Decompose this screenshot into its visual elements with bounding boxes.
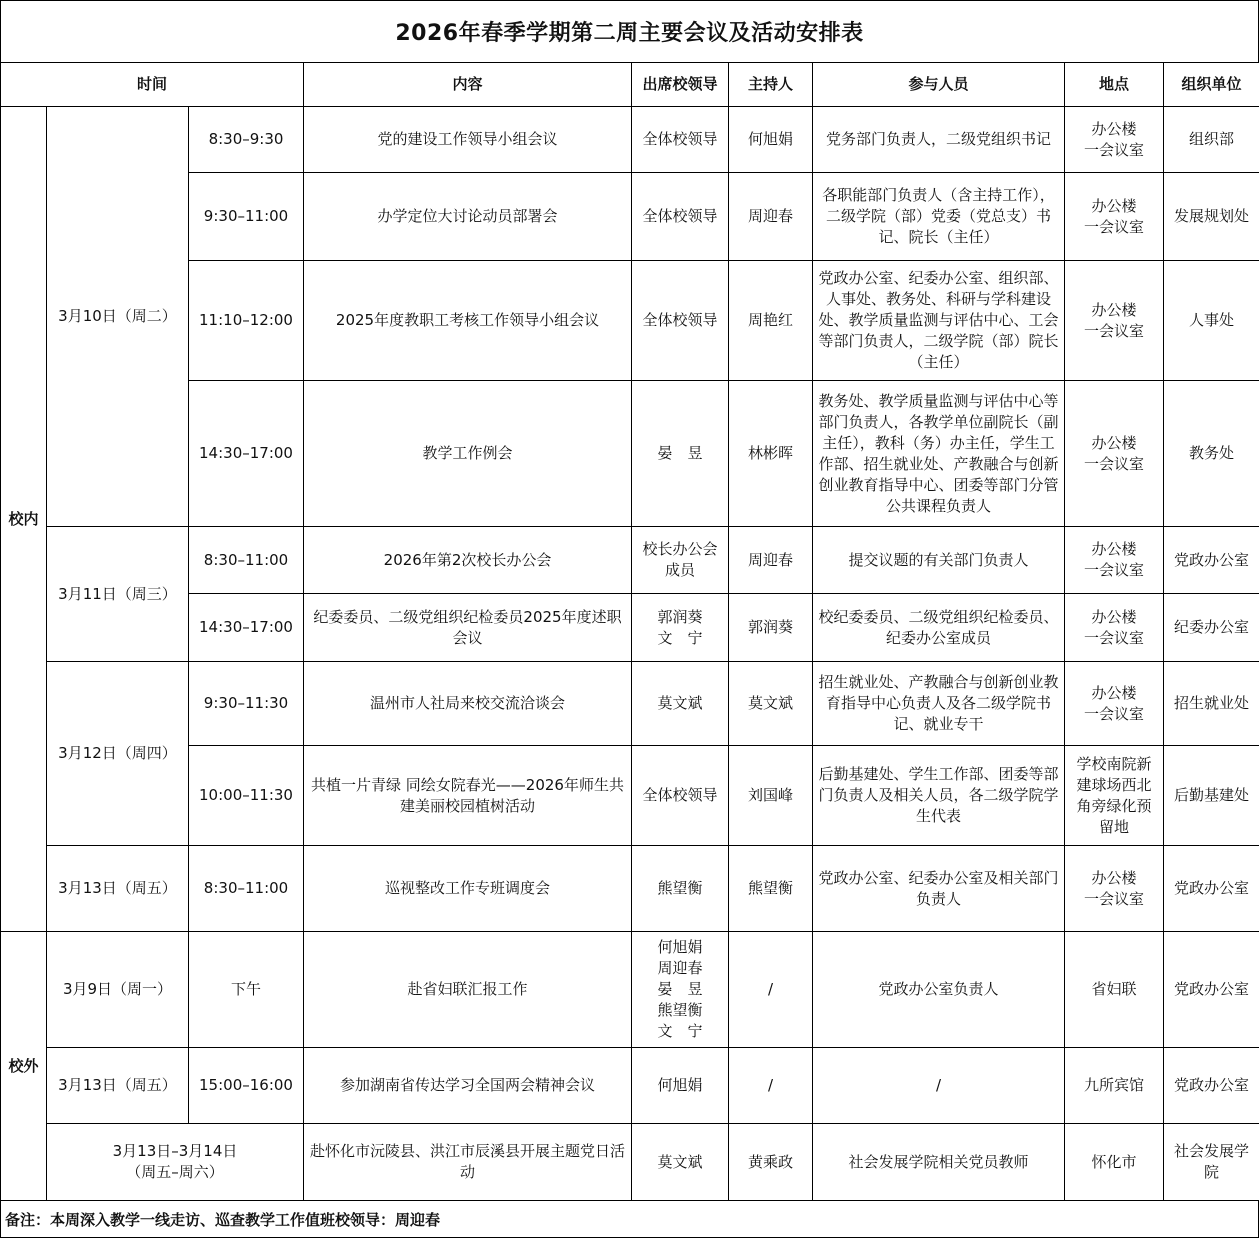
participants-cell: 党政办公室、纪委办公室及相关部门负责人: [813, 846, 1065, 932]
host-cell: 莫文斌: [729, 662, 813, 746]
leaders-cell: [632, 261, 729, 381]
organizer-cell: 组织部: [1164, 107, 1259, 173]
header-content: 内容: [304, 63, 632, 107]
location-line: 一会议室: [1084, 454, 1145, 473]
schedule-table: [0, 62, 1259, 1201]
host-cell: /: [729, 1048, 813, 1124]
content-cell: 2025年度教职工考核工作领导小组会议: [304, 261, 632, 381]
leader-name: 文 宁: [657, 1022, 703, 1040]
content-cell: 参加湖南省传达学习全国两会精神会议: [304, 1048, 632, 1124]
table-row: [1, 381, 1259, 527]
host-cell: 刘国峰: [729, 746, 813, 846]
day-cell: 3月13日（周五）: [47, 1048, 189, 1124]
leaders-cell: [632, 107, 729, 173]
location-line: 一会议室: [1084, 561, 1145, 579]
table-row: [1, 1124, 1259, 1201]
leaders-cell: [632, 173, 729, 261]
organizer-cell: 人事处: [1164, 261, 1259, 381]
location-line: 办公楼: [1091, 119, 1137, 138]
header-host: 主持人: [729, 63, 813, 107]
header-location: 地点: [1065, 63, 1164, 107]
location-cell: [1065, 594, 1164, 662]
organizer-cell: 教务处: [1164, 381, 1259, 527]
leader-name: 莫文斌: [657, 1152, 703, 1171]
participants-cell: 各职能部门负责人（含主持工作），二级学院（部）党委（党总支）书记、院长（主任）: [813, 173, 1065, 261]
group-label-outer: 校外: [1, 932, 47, 1201]
location-line: 一会议室: [1084, 321, 1145, 340]
header-leaders: 出席校领导: [632, 63, 729, 107]
location-line: 省妇联: [1091, 980, 1137, 998]
participants-cell: 招生就业处、产教融合与创新创业教育指导中心负责人及各二级学院书记、就业专干: [813, 662, 1065, 746]
content-cell: 共植一片青绿 同绘女院春光——2026年师生共建美丽校园植树活动: [304, 746, 632, 846]
host-cell: 郭润葵: [729, 594, 813, 662]
location-cell: [1065, 527, 1164, 594]
location-line: 学校南院新: [1076, 754, 1152, 773]
time-cell: 11:10–12:00: [189, 261, 304, 381]
organizer-cell: 社会发展学院: [1164, 1124, 1259, 1201]
location-line: 建球场西北: [1076, 775, 1152, 794]
participants-cell: /: [813, 1048, 1065, 1124]
table-row: [1, 932, 1259, 1048]
location-cell: [1065, 107, 1164, 173]
participants-cell: 提交议题的有关部门负责人: [813, 527, 1065, 594]
location-line: 一会议室: [1084, 217, 1145, 236]
leader-name: 晏 昱: [657, 980, 703, 998]
leader-name: 熊望衡: [657, 1001, 703, 1019]
leaders-cell: [632, 1124, 729, 1201]
location-line: 角旁绿化预: [1076, 796, 1152, 815]
location-cell: [1065, 173, 1164, 261]
content-cell: 赴怀化市沅陵县、洪江市辰溪县开展主题党日活动: [304, 1124, 632, 1201]
leader-name: 校长办公会: [642, 540, 718, 558]
table-row: [1, 107, 1259, 173]
leader-name: 莫文斌: [657, 694, 703, 712]
participants-cell: 教务处、教学质量监测与评估中心等部门负责人，各教学单位副院长（副主任），教科（务）办主任，学生工作部、招生就业处、产教融合与创新创业教育指导中心、团委等部门分管公共课程负责人: [813, 381, 1065, 527]
content-cell: 2026年第2次校长办公会: [304, 527, 632, 594]
header-participants: 参与人员: [813, 63, 1065, 107]
leader-name: 全体校领导: [642, 786, 718, 804]
time-cell: 8:30–11:00: [189, 846, 304, 932]
content-cell: 教学工作例会: [304, 381, 632, 527]
organizer-cell: 党政办公室: [1164, 846, 1259, 932]
location-line: 办公楼: [1091, 196, 1137, 215]
leaders-cell: [632, 1048, 729, 1124]
leaders-cell: [632, 846, 729, 932]
organizer-cell: 招生就业处: [1164, 662, 1259, 746]
host-cell: 何旭娟: [729, 107, 813, 173]
header-row: [1, 63, 1259, 107]
location-line: 留地: [1099, 817, 1130, 836]
location-line: 九所宾馆: [1084, 1076, 1145, 1094]
host-cell: 周艳红: [729, 261, 813, 381]
day-line: （周五–周六）: [126, 1163, 224, 1181]
leaders-cell: [632, 932, 729, 1048]
content-cell: 赴省妇联汇报工作: [304, 932, 632, 1048]
time-cell: 10:00–11:30: [189, 746, 304, 846]
time-cell: 14:30–17:00: [189, 381, 304, 527]
content-cell: 温州市人社局来校交流洽谈会: [304, 662, 632, 746]
host-cell: 黄乘政: [729, 1124, 813, 1201]
host-cell: 林彬晖: [729, 381, 813, 527]
table-row: [1, 594, 1259, 662]
location-cell: [1065, 746, 1164, 846]
location-line: 办公楼: [1091, 683, 1137, 702]
leaders-cell: [632, 662, 729, 746]
page-title: 2026年春季学期第二周主要会议及活动安排表: [0, 0, 1259, 62]
leader-name: 郭润葵: [657, 607, 703, 626]
day-cell: 3月9日（周一）: [47, 932, 189, 1048]
leaders-cell: [632, 594, 729, 662]
day-cell: 3月12日（周四）: [47, 662, 189, 846]
time-cell: 9:30–11:30: [189, 662, 304, 746]
organizer-cell: 后勤基建处: [1164, 746, 1259, 846]
organizer-cell: 党政办公室: [1164, 1048, 1259, 1124]
table-row: [1, 173, 1259, 261]
leader-name: 全体校领导: [642, 130, 718, 148]
location-line: 办公楼: [1091, 540, 1137, 558]
organizer-cell: 纪委办公室: [1164, 594, 1259, 662]
leader-name: 何旭娟: [657, 1076, 703, 1094]
content-cell: 纪委委员、二级党组织纪检委员2025年度述职会议: [304, 594, 632, 662]
leader-name: 文 宁: [657, 628, 703, 647]
location-line: 一会议室: [1084, 704, 1145, 723]
host-cell: 熊望衡: [729, 846, 813, 932]
table-row: [1, 746, 1259, 846]
organizer-cell: 党政办公室: [1164, 932, 1259, 1048]
location-line: 一会议室: [1084, 889, 1145, 908]
location-cell: [1065, 381, 1164, 527]
content-cell: 办学定位大讨论动员部署会: [304, 173, 632, 261]
leader-name: 全体校领导: [642, 311, 718, 329]
table-row: [1, 662, 1259, 746]
location-cell: [1065, 261, 1164, 381]
leaders-cell: [632, 746, 729, 846]
header-time: 时间: [1, 63, 304, 107]
leader-name: 成员: [665, 561, 696, 579]
participants-cell: 社会发展学院相关党员教师: [813, 1124, 1065, 1201]
day-cell: 3月13日（周五）: [47, 846, 189, 932]
location-line: 办公楼: [1091, 868, 1137, 887]
time-cell: 下午: [189, 932, 304, 1048]
host-cell: 周迎春: [729, 173, 813, 261]
header-organizer: 组织单位: [1164, 63, 1259, 107]
host-cell: 周迎春: [729, 527, 813, 594]
table-row: [1, 527, 1259, 594]
leader-name: 熊望衡: [657, 879, 703, 897]
day-cell: [47, 1124, 304, 1201]
table-row: [1, 1048, 1259, 1124]
table-row: [1, 846, 1259, 932]
location-cell: [1065, 846, 1164, 932]
organizer-cell: 党政办公室: [1164, 527, 1259, 594]
location-line: 怀化市: [1091, 1152, 1137, 1171]
day-line: 3月13日–3月14日: [112, 1142, 238, 1160]
time-cell: 8:30–9:30: [189, 107, 304, 173]
host-cell: /: [729, 932, 813, 1048]
time-cell: 9:30–11:00: [189, 173, 304, 261]
day-cell: 3月11日（周三）: [47, 527, 189, 662]
time-cell: 8:30–11:00: [189, 527, 304, 594]
leader-name: 全体校领导: [642, 207, 718, 225]
content-cell: 巡视整改工作专班调度会: [304, 846, 632, 932]
location-cell: [1065, 1048, 1164, 1124]
location-cell: [1065, 932, 1164, 1048]
content-cell: 党的建设工作领导小组会议: [304, 107, 632, 173]
location-line: 办公楼: [1091, 300, 1137, 319]
location-cell: [1065, 662, 1164, 746]
leader-name: 晏 昱: [657, 444, 703, 462]
leaders-cell: [632, 527, 729, 594]
group-label-inner: 校内: [1, 107, 47, 932]
leader-name: 何旭娟: [657, 938, 703, 956]
participants-cell: 后勤基建处、学生工作部、团委等部门负责人及相关人员，各二级学院学生代表: [813, 746, 1065, 846]
participants-cell: 校纪委委员、二级党组织纪检委员、纪委办公室成员: [813, 594, 1065, 662]
location-line: 一会议室: [1084, 140, 1145, 159]
leader-name: 周迎春: [657, 959, 703, 977]
organizer-cell: 发展规划处: [1164, 173, 1259, 261]
leaders-cell: [632, 381, 729, 527]
footer-note: 备注：本周深入教学一线走访、巡查教学工作值班校领导：周迎春: [0, 1201, 1259, 1238]
day-cell: 3月10日（周二）: [47, 107, 189, 527]
participants-cell: 党政办公室、纪委办公室、组织部、人事处、教务处、科研与学科建设处、教学质量监测与评估中心、工会等部门负责人，二级学院（部）院长（主任）: [813, 261, 1065, 381]
time-cell: 14:30–17:00: [189, 594, 304, 662]
participants-cell: 党政办公室负责人: [813, 932, 1065, 1048]
time-cell: 15:00–16:00: [189, 1048, 304, 1124]
location-cell: [1065, 1124, 1164, 1201]
location-line: 办公楼: [1091, 607, 1137, 626]
participants-cell: 党务部门负责人，二级党组织书记: [813, 107, 1065, 173]
location-line: 一会议室: [1084, 628, 1145, 647]
location-line: 办公楼: [1091, 433, 1137, 452]
table-row: [1, 261, 1259, 381]
